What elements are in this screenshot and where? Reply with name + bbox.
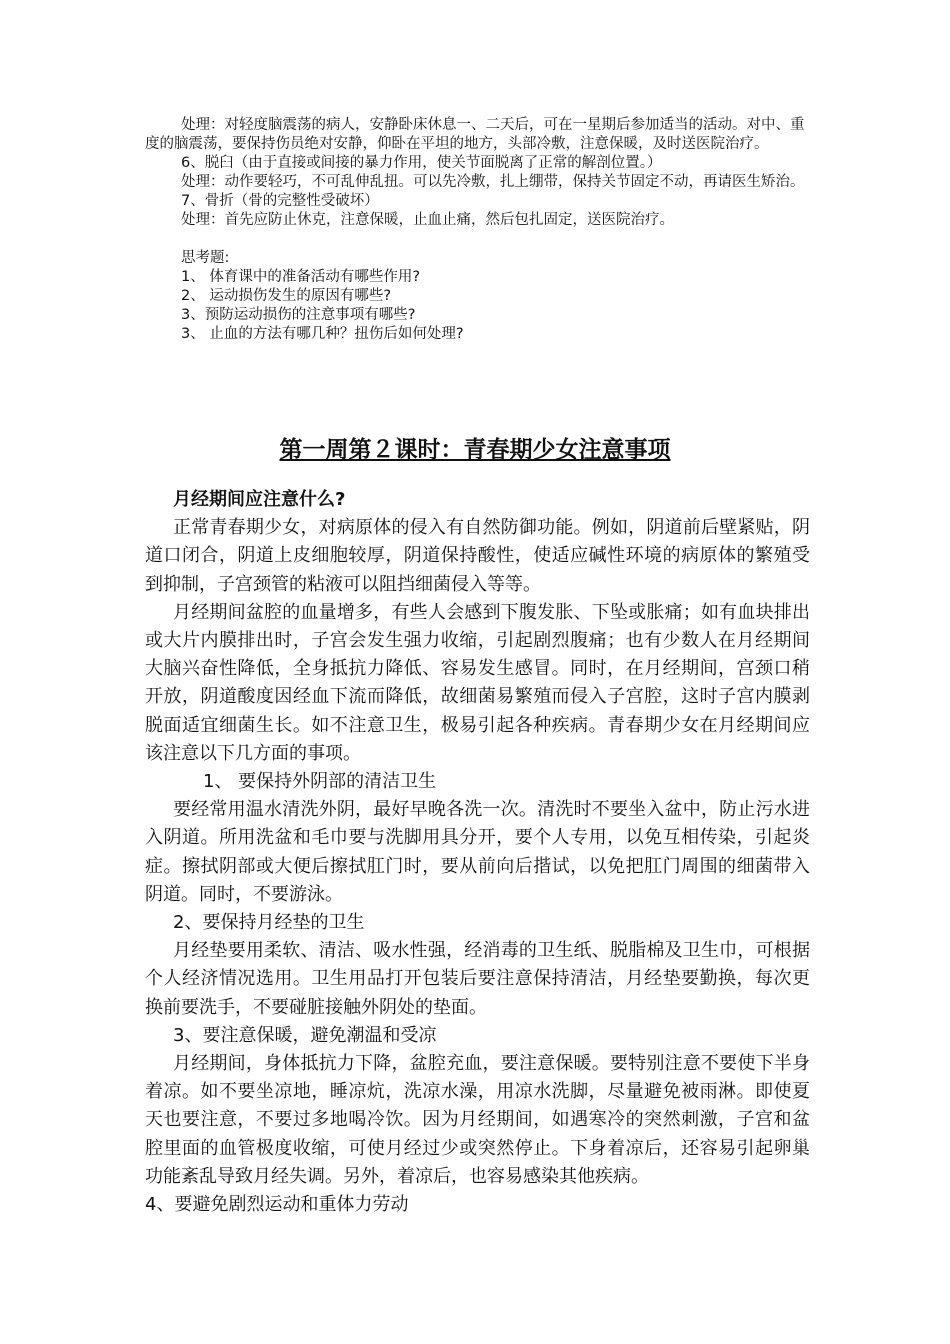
question-3: 3、预防运动损伤的注意事项有哪些? (181, 307, 416, 323)
main-section (145, 486, 810, 1219)
list-item-2: 2、要保持月经垫的卫生 (173, 912, 365, 934)
list-item-3: 3、要注意保暖，避免潮温和受凉 (173, 1024, 437, 1046)
treatment-concussion: 处理：对轻度脑震荡的病人，安静卧床休息一、二天后，可在一星期后参加适当的活动。对中、重度的脑震荡，要保持伤员绝对安静，仰卧在平坦的地方，头部冷敷，注意保暖，及时送医院治疗。 (145, 117, 805, 152)
section-heading: 月经期间应注意什么? (173, 489, 346, 510)
question-2: 2、 运动损伤发生的原因有哪些? (181, 288, 392, 304)
lesson-title: 第一周第２课时：青春期少女注意事项 (279, 437, 671, 463)
treatment-dislocation: 处理：动作要轻巧，不可乱伸乱扭。可以先冷敷，扎上绷带，保持关节固定不动，再请医生矫治。 (181, 174, 805, 190)
paragraph-4: 月经垫要用柔软、清洁、吸水性强，经消毒的卫生纸、脱脂棉及卫生巾，可根据个人经济情况选用。卫生用品打开包装后要注意保持清洁，月经垫要勤换，每次更换前要洗手，不要碰脏接触外阴处的垫面。 (145, 940, 810, 1018)
paragraph-5: 月经期间，身体抵抗力下降，盆腔充血，要注意保暖。要特别注意不要使下半身着凉。如不要坐凉地，睡凉炕，洗凉水澡，用凉水洗脚，尽量避免被雨淋。即使夏天也要注意，不要过多地喝冷饮。因为月经期间，如遇寒冷的突然刺激，子宫和盆腔里面的血管极度收缩，可使月经过少或突然停止。下身着凉后，还容易引起卵巢功能紊乱导致月经失调。另外，着凉后，也容易感染其他疾病。 (145, 1053, 810, 1187)
treatment-fracture: 处理：首先应防止休克，注意保暖，止血止痛，然后包扎固定，送医院治疗。 (181, 212, 674, 228)
list-item-4: 4、要避免剧烈运动和重体力劳动 (145, 1194, 409, 1216)
item-fracture: 7、骨折（骨的完整性受破坏） (181, 193, 379, 209)
list-item-1: 1、 要保持外阴部的清洁卫生 (203, 771, 437, 793)
question-4: 3、 止血的方法有哪几种？扭伤后如何处理? (181, 326, 464, 342)
paragraph-3: 要经常用温水清洗外阴，最好早晚各洗一次。清洗时不要坐入盆中，防止污水进入阴道。所用洗盆和毛巾要与洗脚用具分开，要个人专用，以免互相传染，引起炎症。擦拭阴部或大便后擦拭肛门时，要从前向后揩试，以免把肛门周围的细菌带入阴道。同时，不要游泳。 (145, 799, 810, 905)
question-1: 1、 体育课中的准备活动有哪些作用? (181, 269, 421, 285)
top-section (145, 116, 810, 344)
paragraph-2: 月经期间盆腔的血量增多，有些人会感到下腹发胀、下坠或胀痛；如有血块排出或大片内膜排出时，子宫会发生强力收缩，引起剧烈腹痛；也有少数人在月经期间大脑兴奋性降低，全身抵抗力降低、容易发生感冒。同时，在月经期间，宫颈口稍开放，阴道酸度因经血下流而降低，故细菌易繁殖而侵入子宫腔，这时子宫内膜剥脱面适宜细菌生长。如不注意卫生，极易引起各种疾病。青春期少女在月经期间应该注意以下几方面的事项。 (145, 601, 810, 764)
questions-title: 思考题: (181, 250, 230, 266)
paragraph-1: 正常青春期少女，对病原体的侵入有自然防御功能。例如，阴道前后壁紧贴，阴道口闭合，阴道上皮细胞较厚，阴道保持酸性，使适应碱性环境的病原体的繁殖受到抑制，子宫颈管的粘液可以阻挡细菌侵入等等。 (145, 517, 810, 595)
spacer (145, 230, 810, 249)
item-dislocation: 6、脱臼（由于直接或间接的暴力作用，使关节面脱离了正常的解剖位置。） (181, 155, 662, 171)
